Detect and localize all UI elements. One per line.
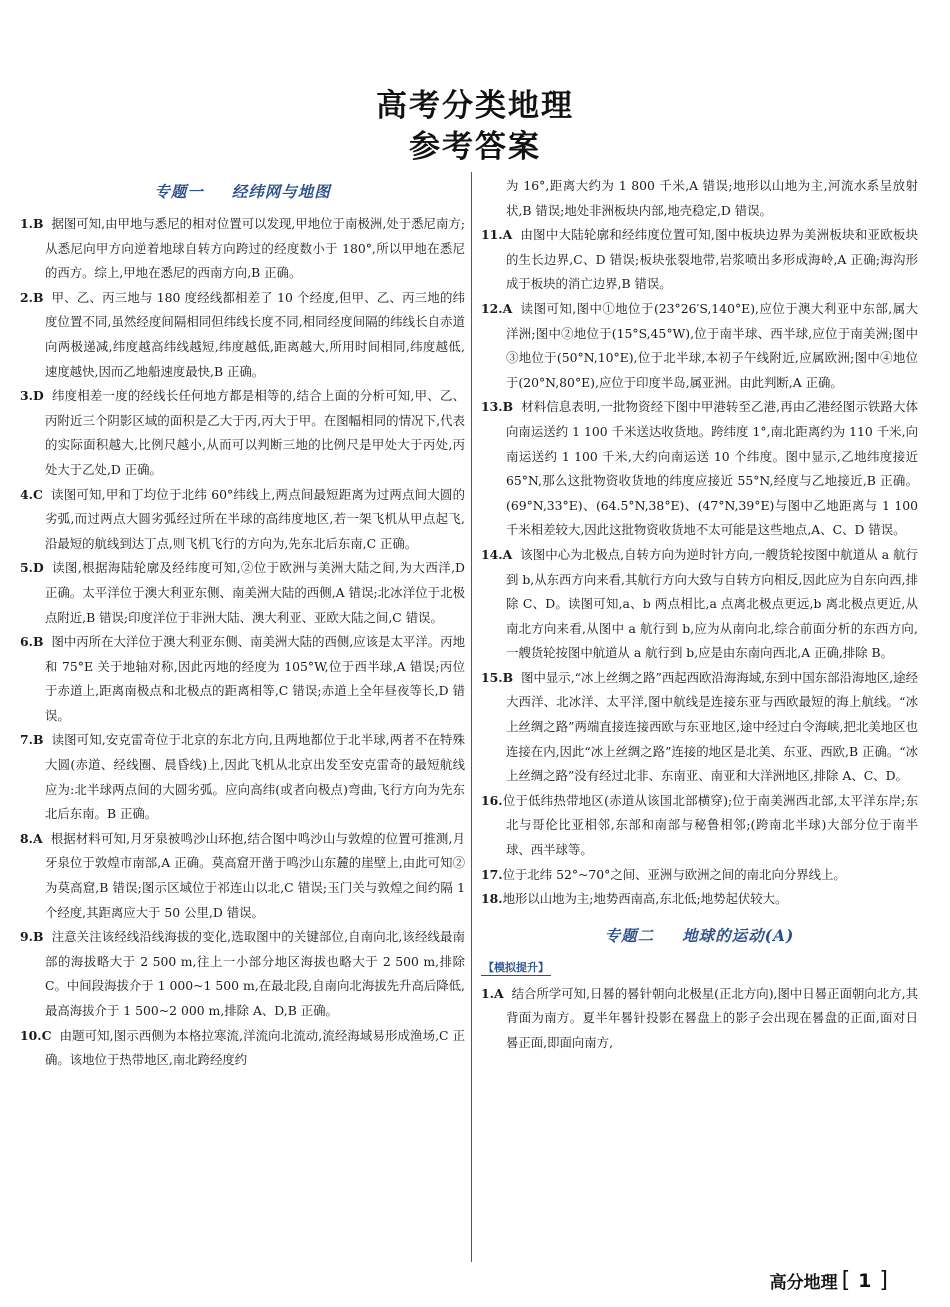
- answer-item: [20, 384, 465, 482]
- page-footer: [770, 1268, 888, 1293]
- question-number: 11.: [481, 227, 503, 243]
- section-name: 经纬网与地图: [231, 182, 331, 201]
- answer-letter: A: [32, 830, 43, 846]
- column-divider: [471, 172, 472, 1262]
- explanation-text: 根据材料可知,月牙泉被鸣沙山环抱,结合图中鸣沙山与敦煌的位置可推测,月牙泉位于敦煌市南部,A 正确。莫高窟开凿于鸣沙山东麓的崖壁上,由此可知②为莫高窟,B 错误;图示区域位于祁连山以北,C 错误;玉门关与敦煌之间约隔 1 个经度,其距离应大于 50 公里,D 错误。: [45, 830, 465, 920]
- answer-item: [20, 483, 465, 557]
- answer-letter: B: [32, 216, 44, 231]
- explanation-text: 图中丙所在大洋位于澳大利亚东侧、南美洲大陆的西侧,应该是太平洋。丙地和 75°E 关于地轴对称,因此丙地的经度为 105°W,位于西半球,A 错误;丙位于赤道上,距离南极点和北极点的距离相等,C 错误;赤道上全年昼夜等长,D 错误。: [45, 634, 465, 723]
- answer-letter: D: [32, 388, 44, 404]
- answer-list-right: [481, 223, 918, 912]
- explanation-text: 由题可知,图示西侧为本格拉寒流,洋流向北流动,流经海域易形成渔场,C 正确。该地位于热带地区,南北跨经度约: [45, 1027, 465, 1068]
- explanation-text: 注意关注该经线沿线海拔的变化,选取图中的关键部位,自南向北,该经线最南部的海拔略大于 2 500 m,往上一小部分地区海拔也略大于 2 500 m,排除 C。中间段海拔介于 1 000~1 500 m,在最北段,自南向北海拔先升高后降低,最高海拔介于 1 500~2 000 m,排除 A、D,B 正确。: [45, 929, 465, 1018]
- answer-letter: C: [41, 1027, 52, 1043]
- question-number: 17.: [481, 866, 503, 882]
- question-number: 16.: [481, 792, 503, 808]
- answer-item: [20, 556, 465, 630]
- answer-item: [481, 395, 918, 543]
- answer-letter: B: [502, 669, 514, 685]
- answer-item: [481, 223, 918, 297]
- practice-tag: 【模拟提升】: [483, 960, 549, 974]
- explanation-text: 读图,根据海陆轮廓及经纬度可知,②位于欧洲与美洲大陆之间,为大西洋,D 正确。太平洋位于澳大利亚东侧、南美洲大陆的西侧,A 错误;北冰洋位于北极点附近,B 错误;印度洋位于非洲大陆、澳大利亚、亚欧大陆之间,C 错误。: [45, 560, 465, 625]
- answer-item: [481, 887, 918, 912]
- explanation-text: 地形以山地为主;地势西南高,东北低;地势起伏较大。: [502, 891, 788, 907]
- question-number: 9.: [20, 929, 33, 945]
- explanation-text: 该图中心为北极点,自转方向为逆时针方向,一艘货轮按图中航道从 a 航行到 b,从东西方向来看,其航行方向大致与自转方向相反,因此应为自东向西,排除 C、D。读图可知,a、b 两点相比,a 点离北极点更远,b 离北极点更近,从南北方向来看,从图中 a 航行到 b,应为从南向北,综合前面分析的东西方向,一艘货轮按图中航道从 a 航行到 b,应是由东南向西北,A 正确,排除 B。: [506, 546, 918, 661]
- question-number: 5.: [20, 560, 33, 576]
- question-number: 1.: [481, 985, 494, 1001]
- answer-letter: B: [502, 399, 514, 415]
- section-label: 专题二: [604, 925, 655, 945]
- question-number: 12.: [481, 300, 503, 316]
- answer-item: [20, 286, 465, 384]
- answer-list-left: [20, 212, 465, 1073]
- explanation-text: 据图可知,由甲地与悉尼的相对位置可以发现,甲地位于南极洲,处于悉尼南方;从悉尼向甲方向逆着地球自转方向跨过的经度数小于 180°,所以甲地在悉尼的西方。综上,甲地在悉尼的西南方向,B 正确。: [45, 216, 465, 281]
- explanation-text: 结合所学可知,日晷的晷针朝向北极星(正北方向),图中日晷正面朝向北方,其背面为南方。夏半年晷针投影在晷盘上的影子会出现在晷盘的正面,面对日晷正面,即面向南方,: [506, 985, 918, 1050]
- question-number: 13.: [481, 399, 503, 415]
- question-number: 3.: [20, 388, 33, 404]
- explanation-text: 纬度相差一度的经线长任何地方都是相等的,结合上面的分析可知,甲、乙、丙附近三个阴影区域的面积是乙大于丙,丙大于甲。在图幅相同的情况下,代表的实际面积越大,比例尺越小,从而可以判断三地的比例尺是甲处大于丙处,丙处大于乙处,D 正确。: [45, 388, 465, 477]
- explanation-text: 读图可知,图中①地位于(23°26′S,140°E),应位于澳大利亚中东部,属大洋洲;图中②地位于(15°S,45°W),位于南半球、西半球,应位于南美洲;图中③地位于(50°N,10°E),位于北半球,本初子午线附近,应属欧洲;图中④地位于(20°N,80°E),应位于印度半岛,属亚洲。由此判断,A 正确。: [506, 300, 918, 390]
- question-number: 6.: [20, 634, 33, 650]
- section-heading-1: [20, 180, 465, 202]
- answer-letter: A: [502, 300, 513, 316]
- answer-continuation: 为 16°,距离大约为 1 800 千米,A 错误;地形以山地为主,河流水系呈放射状,B 错误;地处非洲板块内部,地壳稳定,D 错误。: [506, 178, 918, 218]
- question-number: 7.: [20, 732, 33, 748]
- answer-item: [20, 728, 465, 826]
- answer-letter: D: [32, 560, 44, 576]
- question-number: 2.: [20, 289, 33, 305]
- explanation-text: 由图中大陆轮廓和经纬度位置可知,图中板块边界为美洲板块和亚欧板块的生长边界,C、D 错误;板块张裂地带,岩浆喷出多形成海岭,A 正确;海沟形成于板块的消亡边界,B 错误。: [506, 227, 918, 292]
- page-number: 1: [858, 1269, 872, 1292]
- answer-item: [20, 630, 465, 728]
- answer-letter: C: [32, 486, 43, 502]
- explanation-text: 位于北纬 52°~70°之间、亚洲与欧洲之间的南北向分界线上。: [502, 866, 846, 882]
- question-number: 18.: [481, 891, 503, 907]
- answer-item: [20, 1024, 465, 1073]
- answer-item: [481, 297, 918, 395]
- answer-item: [481, 982, 918, 1056]
- section-name: 地球的运动(A): [682, 925, 795, 945]
- bracket-right: ]: [879, 1268, 888, 1293]
- explanation-text: 图中显示,“冰上丝绸之路”西起西欧沿海海域,东到中国东部沿海地区,途经大西洋、北冰洋、太平洋,图中航线是连接东亚与西欧最短的海上航线。“冰上丝绸之路”两端直接连接西欧与东亚地区,途中经过白令海峡,把北美地区也连接在内,因此“冰上丝绸之路”连接的地区是北美、东亚、西欧,B 正确。“冰上丝绸之路”没有经过北非、东南亚、南亚和大洋洲地区,排除 A、C、D。: [506, 669, 918, 784]
- bracket-left: [: [841, 1268, 851, 1293]
- explanation-text: 位于低纬热带地区(赤道从该国北部横穿);位于南美洲西北部,太平洋东岸;东北与哥伦比亚相邻,东部和南部与秘鲁相邻;(跨南北半球)大部分位于南半球、西半球等。: [502, 792, 918, 858]
- answer-item: [481, 666, 918, 789]
- explanation-text: 甲、乙、丙三地与 180 度经线都相差了 10 个经度,但甲、乙、丙三地的纬度位置不同,虽然经度间隔相同但纬线长度不同,相同经度间隔的纬线长自赤道向两极递减,纬度越高纬线越短,纬度越低,距离越大,所用时间相同,纬度越低,速度越快,因而乙地船速度最快,B 正确。: [45, 289, 465, 379]
- answer-letter: A: [502, 227, 513, 243]
- answer-item: [20, 212, 465, 286]
- answer-item: [481, 863, 918, 888]
- question-number: 4.: [20, 486, 33, 502]
- answer-list-section2: [481, 982, 918, 1056]
- explanation-text: 读图可知,甲和丁均位于北纬 60°纬线上,两点间最短距离为过两点间大圆的劣弧,而过两点大圆劣弧经过所在半球的高纬度地区,若一架飞机从甲点起飞,沿最短的航线到达丁点,则飞机飞行的方向为,先东北后东南,C 正确。: [45, 486, 465, 551]
- left-column: [20, 174, 465, 1073]
- question-number: 10.: [20, 1027, 42, 1043]
- answer-letter: A: [502, 546, 513, 562]
- section-label: 专题一: [154, 182, 204, 201]
- page-subtitle: 参考答案: [409, 129, 541, 165]
- footer-label: 高分地理: [769, 1273, 838, 1293]
- section-heading-2: [481, 924, 918, 946]
- answer-item: [20, 827, 465, 925]
- answer-letter: B: [32, 732, 44, 748]
- right-column: [481, 174, 918, 1056]
- page-title: 高考分类地理: [376, 88, 574, 124]
- question-number: 14.: [481, 546, 503, 562]
- answer-item: [481, 543, 918, 666]
- answer-letter: B: [32, 929, 44, 945]
- answer-letter: B: [32, 289, 44, 305]
- explanation-text: 材料信息表明,一批物资经下图中甲港转至乙港,再由乙港经图示铁路大体向南运送约 1 100 千米送达收货地。跨纬度 1°,南北距离约为 110 千米,向南运送约 1 100 千米,大约向南运送 10 个纬度。图中显示,乙地纬度接近 65°N,那么这批物资收货地的纬度应接近 55°N,经度与乙地接近,B 正确。(69°N,33°E)、(64.5°N,38°E)、(47°N,39°E)与图中乙地距离与 1 100 千米相差较大,因此这批物资收货地不太可能是这些地点,A、C、D 错误。: [506, 399, 918, 538]
- question-number: 1.: [20, 216, 33, 231]
- explanation-text: 读图可知,安克雷奇位于北京的东北方向,且两地都位于北半球,两者不在特殊大圆(赤道、经线圈、晨昏线)上,因此飞机从北京出发至安克雷奇的最短航线应为:北半球两点间的大圆劣弧。应向高纬(或者向极点)弯曲,飞行方向为先东北后东南。B 正确。: [45, 732, 465, 822]
- question-number: 15.: [481, 669, 503, 685]
- answer-item: [20, 925, 465, 1023]
- answer-item: [481, 789, 918, 863]
- question-number: 8.: [20, 830, 33, 846]
- answer-letter: B: [32, 634, 44, 650]
- answer-letter: A: [493, 985, 504, 1001]
